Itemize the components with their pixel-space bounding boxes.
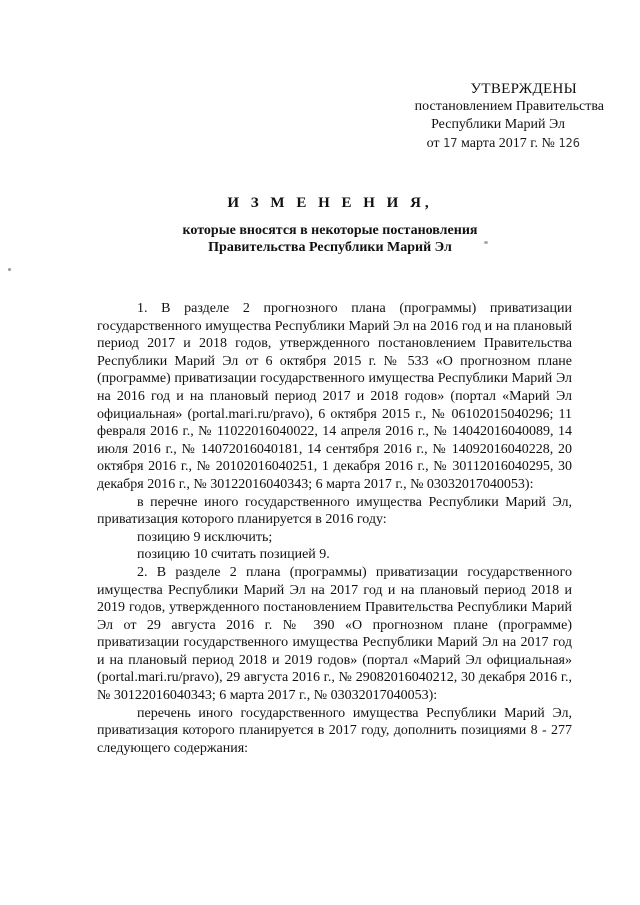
paragraph-3: позицию 9 исключить;	[137, 529, 273, 545]
scan-dot	[484, 241, 488, 244]
approval-day: 17	[443, 136, 458, 150]
approval-line-republic: Республики Марий Эл	[431, 117, 565, 132]
approval-title: УТВЕРЖДЕНЫ	[470, 81, 577, 97]
paragraph-1: 1. В разделе 2 прогнозного плана (программы) приватизации государственного имущества Республики Марий Эл на 2016 год и на плановый период 2017 и 2018 годов, утвержденного постановлением Правительства Республики Марий Эл от 6 октября 2015 г. № 533 «О прогнозном плане (программе) приватизации государственного имущества Республики Марий Эл на 2016 год и на плановый период 2017 и 2018 годов» (портал «Марий Эл официальная» (portal.mari.ru/pravo), 6 октября 2015 г., № 06102015040296; 11 февраля 2016 г., № 11022016040022, 14 апреля 2016 г., № 14042016040089, 14 июля 2016 г., № 14072016040181, 14 сентября 2016 г., № 14092016040228, 20 октября 2016 г., № 20102016040251, 1 декабря 2016 г., № 30112016040295, 30 декабря 2016 г., № 30122016040343; 6 марта 2017 г., № 03032017040053):	[97, 301, 572, 492]
document-heading	[95, 195, 565, 256]
approval-date-mid: марта 2017 г. №	[457, 136, 559, 151]
document-body	[97, 300, 572, 757]
approval-date-prefix: от	[426, 136, 444, 151]
scan-margin-mark	[8, 268, 11, 271]
heading-subtitle-line2: Правительства Республики Марий Эл	[208, 240, 452, 255]
approval-line-government: постановлением Правительства	[414, 99, 604, 114]
paragraph-4: позицию 10 считать позицией 9.	[137, 547, 330, 563]
approval-number: 126	[558, 136, 580, 150]
approval-stamp	[355, 80, 605, 153]
heading-title: И З М Е Н Е Н И Я,	[227, 195, 433, 211]
paragraph-2: в перечне иного государственного имущества Республики Марий Эл, приватизация которого планируется в 2016 году:	[97, 494, 572, 528]
paragraph-6: перечень иного государственного имущества Республики Марий Эл, приватизация которого планируется в 2017 году, дополнить позициями 8 - 277 следующего содержания:	[97, 705, 572, 756]
paragraph-5: 2. В разделе 2 плана (программы) приватизации государственного имущества Республики Марий Эл на 2017 год и на плановый период 2018 и 2019 годов, утвержденного постановлением Правительства Республики Марий Эл от 29 августа 2016 г. № 390 «О прогнозном плане (программе) приватизации государственного имущества Республики Марий Эл на 2017 год и на плановый период 2018 и 2019 годов» (портал «Марий Эл официальная» (portal.mari.ru/pravo), 29 августа 2016 г., № 29082016040212, 30 декабря 2016 г., № 30122016040343; 6 марта 2017 г., № 03032017040053):	[97, 564, 572, 704]
approval-date-line	[355, 134, 605, 153]
heading-subtitle-line1: которые вносятся в некоторые постановления	[182, 223, 478, 238]
